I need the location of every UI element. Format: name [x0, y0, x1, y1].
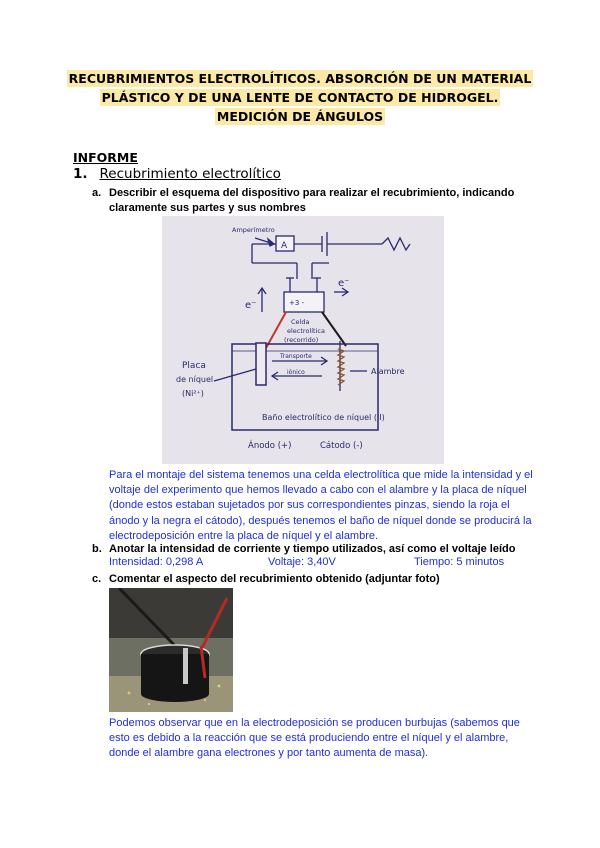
diagram-bano-label: Baño electrolítico de níquel (II)	[262, 413, 385, 422]
diagram-placa-label-3: (Ni²⁺)	[182, 389, 204, 398]
diagram-cell-signs: +3 -	[289, 299, 305, 307]
question-a-letter: a.	[92, 187, 102, 199]
diagram-transporte-label: Transporte	[280, 353, 312, 360]
answer-b-intensidad: Intensidad: 0,298 A	[109, 556, 204, 568]
section-1-label: Recubrimiento electrolítico	[99, 166, 281, 182]
question-b	[92, 542, 529, 557]
electroplating-diagram	[162, 216, 444, 464]
question-a	[92, 186, 529, 216]
diagram-catodo-label: Cátodo (-)	[320, 441, 363, 451]
diagram-transporte-label-2: iónico	[287, 369, 305, 376]
diagram-celda-label-2: electrolítica	[287, 327, 325, 335]
question-c	[92, 572, 529, 587]
diagram-placa-label: Placa	[182, 361, 206, 371]
answer-b-tiempo: Tiempo: 5 minutos	[414, 556, 505, 568]
answer-a: Para el montaje del sistema tenemos una celda electrolítica que mide la intensidad y el voltaje del experimento que hemos llevado a cabo con el alambre y la placa de níquel (donde estos estaban sujetados por sus correspondientes pinzas, siendo la roja el ánodo y la negra el cátodo), después tenemos el baño de níquel donde se producirá la electrodeposición entre la placa de níquel y el alambre.	[109, 469, 533, 542]
informe-heading: INFORME	[73, 150, 138, 165]
question-c-letter: c.	[92, 573, 102, 585]
section-1-number: 1.	[73, 166, 88, 182]
document-title-line-1: RECUBRIMIENTOS ELECTROLÍTICOS. ABSORCIÓN DE UN MATERIAL	[68, 71, 532, 86]
section-1-heading	[73, 166, 281, 182]
document-title-line-2: PLÁSTICO Y DE UNA LENTE DE CONTACTO DE HIDROGEL.	[101, 90, 499, 105]
question-c-text: Comentar el aspecto del recubrimiento obtenido (adjuntar foto)	[109, 573, 440, 585]
question-a-text: Describir el esquema del dispositivo para realizar el recubrimiento, indicando claramente sus partes y sus nombres	[109, 187, 515, 214]
question-b-letter: b.	[92, 543, 102, 555]
diagram-alambre-label: Alambre	[371, 367, 405, 376]
diagram-electron-right: e⁻	[338, 278, 350, 289]
diagram-amperimetro-label: Amperímetro	[232, 226, 275, 234]
diagram-celda-label: Celda	[291, 318, 310, 326]
diagram-celda-label-3: (recorrido)	[284, 336, 319, 344]
diagram-placa-label-2: de níquel	[176, 375, 214, 384]
document-title-line-3: MEDICIÓN DE ÁNGULOS	[216, 109, 384, 124]
diagram-ammeter-symbol: A	[281, 241, 288, 251]
diagram-electron-left: e⁻	[245, 300, 257, 311]
question-b-text: Anotar la intensidad de corriente y tiempo utilizados, así como el voltaje leído	[109, 543, 516, 555]
coating-photo	[109, 588, 233, 712]
answer-b-voltaje: Voltaje: 3,40V	[268, 556, 336, 568]
diagram-anodo-label: Ánodo (+)	[248, 441, 292, 451]
answer-c: Podemos observar que en la electrodeposición se producen burbujas (sabemos que esto es debido a la reacción que se está produciendo entre el níquel y el alambre, donde el alambre gana electrones y por tanto aumenta de masa).	[109, 717, 520, 760]
